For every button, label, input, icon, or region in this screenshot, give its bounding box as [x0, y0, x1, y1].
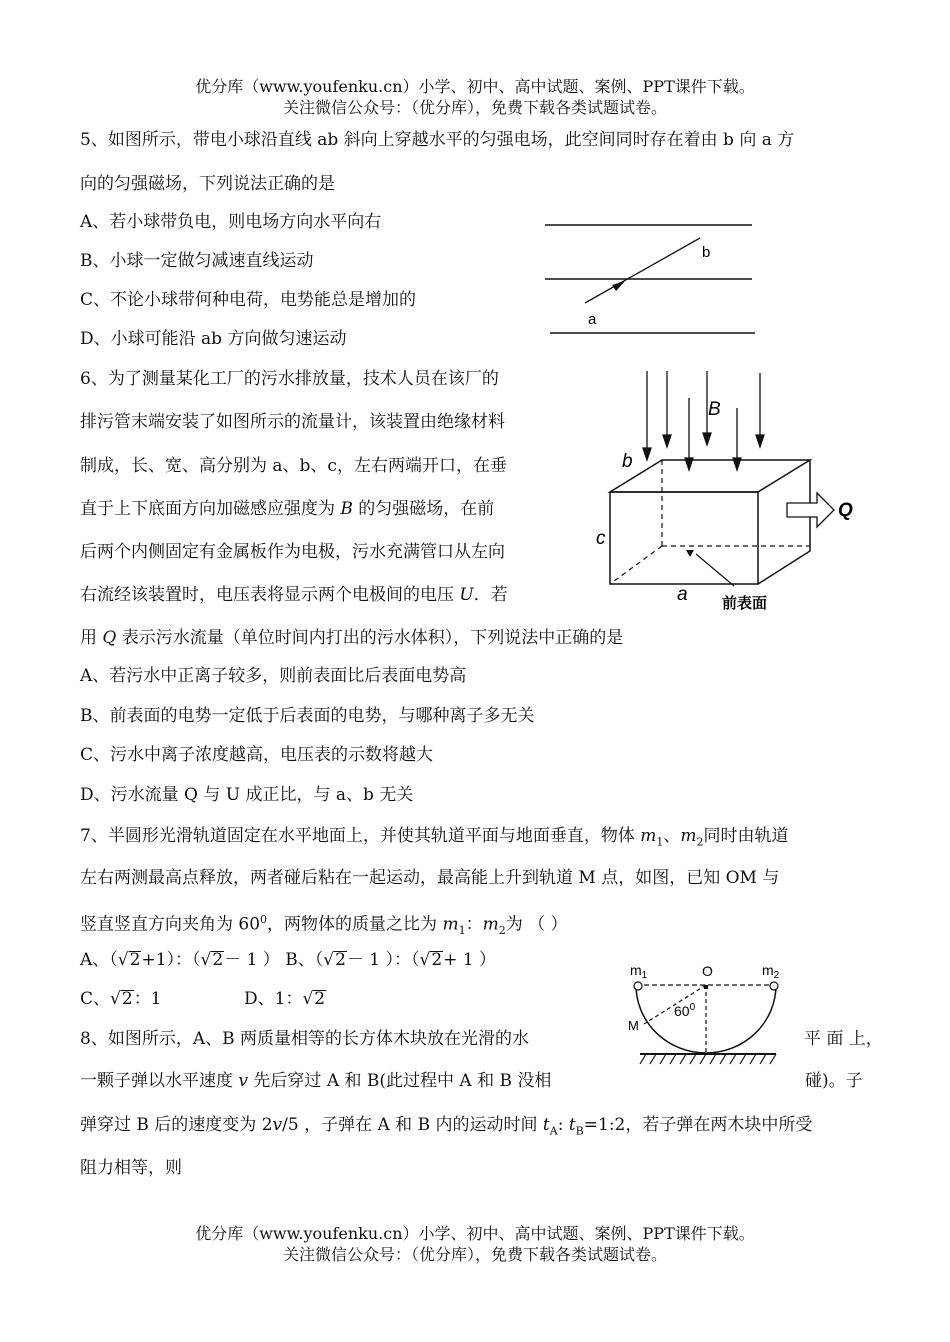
q6-option-b: B、前表面的电势一定低于后表面的电势，与哪种离子多无关: [80, 706, 535, 726]
q6-flowmeter-figure: [592, 368, 867, 618]
q5-option-a: A、若小球带负电，则电场方向水平向右: [80, 212, 382, 232]
q8-line-1b: 平 面 上，: [804, 1029, 883, 1049]
q5-option-b: B、小球一定做匀减速直线运动: [80, 251, 314, 271]
q7-line-2: 左右两测最高点释放，两者碰后粘在一起运动，最高能上升到轨道 M 点，如图，已知 OM 与: [80, 868, 780, 888]
arrow-head: [612, 281, 625, 291]
label-B: B: [708, 399, 721, 420]
q8-line-2c: 碰)。子: [805, 1071, 863, 1091]
label-c: c: [596, 528, 606, 549]
label-m1: $m_1$: [630, 962, 648, 981]
label-M: M: [628, 1018, 639, 1033]
q8-line-2: 一颗子弹以水平速度 v 先后穿过 A 和 B(此过程中 A 和 B 没相: [80, 1071, 552, 1091]
footer-line-1: 优分库（www.youfenku.cn）小学、初中、高中试题、案例、PPT课件下载。: [195, 1224, 755, 1243]
q6-option-a: A、若污水中正离子较多，则前表面比后表面电势高: [80, 666, 467, 686]
q6-line-7: 用 Q 表示污水流量（单位时间内打出的污水体积），下列说法中正确的是: [80, 628, 624, 648]
label-m2: $m_2$: [762, 962, 780, 981]
q6-option-d: D、污水流量 Q 与 U 成正比，与 a、b 无关: [80, 785, 414, 805]
label-front-surface: 前表面: [722, 595, 768, 612]
q5-option-d: D、小球可能沿 ab 方向做匀速运动: [80, 329, 347, 349]
magnetic-field-arrows: [643, 371, 764, 470]
header-line-2: 关注微信公众号：（优分库），免费下载各类试题试卷。: [282, 98, 667, 117]
q6-line-3: 制成，长、宽、高分别为 a、b、c，左右两端开口，在垂: [80, 456, 507, 476]
header-line-1: 优分库（www.youfenku.cn）小学、初中、高中试题、案例、PPT课件下载。: [195, 77, 755, 96]
box-top: [610, 460, 810, 492]
label-a: a: [588, 311, 597, 328]
footer-line-2: 关注微信公众号：（优分库），免费下载各类试题试卷。: [282, 1245, 667, 1264]
label-b: b: [702, 244, 711, 261]
box-front: [610, 492, 758, 584]
q6-line-4: 直于上下底面方向加磁感应强度为 B 的匀强磁场，在前: [80, 499, 495, 519]
center-O-marker: [704, 985, 708, 989]
hidden-edge-depth: [610, 546, 662, 584]
q5-option-c: C、不论小球带何种电荷，电势能总是增加的: [80, 290, 417, 310]
front-surface-pointer: [696, 554, 734, 586]
label-O: O: [702, 963, 713, 979]
q7-line-3: 竖直竖直方向夹角为 $60^0$，两物体的质量之比为 $m_1$：$m_2$为 （ ）: [80, 913, 568, 938]
q6-line-5: 后两个内侧固定有金属板作为电极，污水充满管口从左向: [80, 542, 505, 562]
front-surface-marker: [686, 550, 694, 557]
q7-option-d: D、1：√2: [244, 989, 326, 1009]
q7-line-1: 7、半圆形光滑轨道固定在水平地面上，并使其轨道平面与地面垂直，物体 $m_1$、$m_2$同时由轨道: [80, 826, 789, 849]
q6-line-1: 6、为了测量某化工厂的污水排放量，技术人员在该厂的: [80, 369, 499, 389]
q7-option-c: C、√2：1: [80, 989, 162, 1009]
q6-line-2: 排污管末端安装了如图所示的流量计，该装置由绝缘材料: [80, 412, 505, 432]
ground-hatch: [640, 1054, 776, 1064]
q6-line-6: 右流经该装置时，电压表将显示两个电极间的电压 U．若: [80, 585, 508, 605]
q8-line-3: 弹穿过 B 后的速度变为 2v/5 ，子弹在 A 和 B 内的运动时间 $t_A$: $t_B=1:2$，若子弹在两木块中所受: [80, 1115, 813, 1138]
q7-options-ab: A、（√2+1）：（√2－ 1 ） B、（√2－ 1 ）：（√2+ 1 ）: [80, 950, 497, 970]
ball-m2: [770, 982, 778, 990]
label-a: a: [677, 584, 688, 605]
ball-m1: [634, 982, 642, 990]
q5-stem-2: 向的匀强磁场，下列说法正确的是: [80, 174, 335, 194]
q8-line-4: 阻力相等，则: [80, 1158, 182, 1178]
q5-figure: [540, 215, 760, 340]
q6-option-c: C、污水中离子浓度越高，电压表的示数将越大: [80, 745, 434, 765]
label-b: b: [622, 451, 633, 472]
label-Q: Q: [838, 500, 853, 521]
q5-stem-1: 5、如图所示，带电小球沿直线 ab 斜向上穿越水平的匀强电场，此空间同时存在着由 b 向 a 方: [80, 130, 795, 150]
box-right: [758, 460, 810, 584]
q8-line-1a: 8、如图所示，A、B 两质量相等的长方体木块放在光滑的水: [80, 1029, 529, 1049]
q7-semicircle-figure: [622, 960, 792, 1072]
path-ab: [585, 238, 700, 303]
label-angle: $60^0$: [674, 1002, 696, 1019]
